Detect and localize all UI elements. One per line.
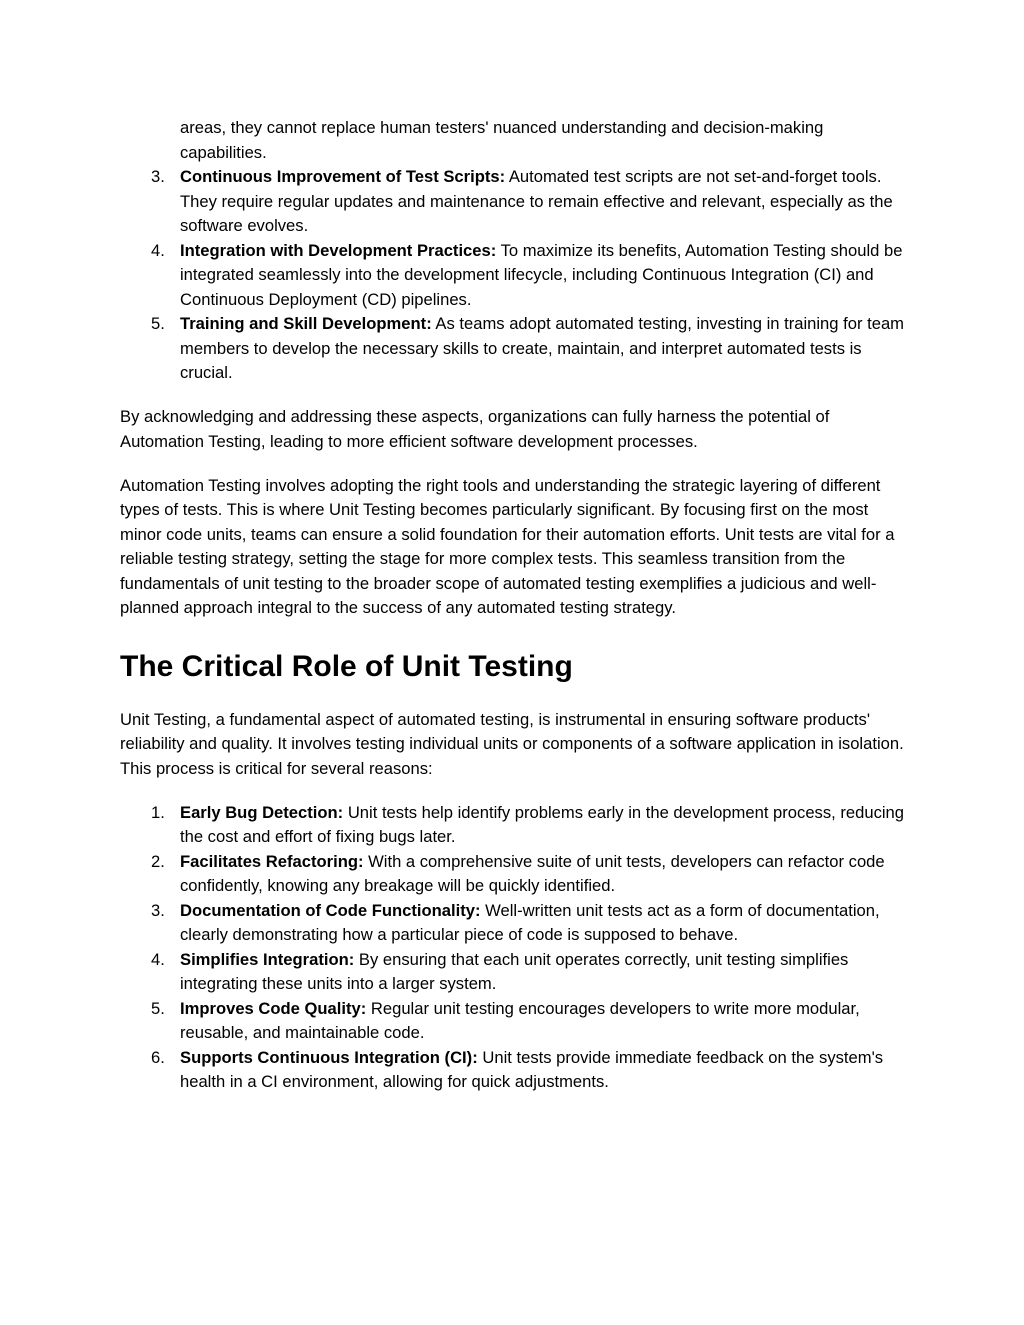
numbered-list-unit-testing	[120, 801, 906, 1095]
automation-considerations-list	[120, 116, 906, 386]
list-item	[120, 239, 906, 313]
list-item-text: Automated test scripts are not set-and-forget tools. They require regular updates and maintenance to remain effective and relevant, especially as the software evolves.	[180, 167, 893, 235]
list-item-label: Supports Continuous Integration (CI):	[180, 1047, 478, 1067]
list-item-label: Training and Skill Development:	[180, 314, 432, 333]
list-item-text: As teams adopt automated testing, investing in training for team members to develop the necessary skills to create, maintain, and interpret automated tests is crucial.	[180, 314, 904, 382]
list-item-text: Regular unit testing encourages developers to write more modular, reusable, and maintainable code.	[180, 998, 860, 1042]
unit-testing-benefits-list	[120, 801, 906, 1095]
list-item-text: Unit tests provide immediate feedback on the system's health in a CI environment, allowing for quick adjustments.	[180, 1047, 884, 1091]
list-item-text: With a comprehensive suite of unit tests, developers can refactor code confidently, knowing any breakage will be quickly identified.	[180, 851, 885, 895]
list-item	[120, 850, 906, 899]
list-item-label: Integration with Development Practices:	[180, 240, 497, 260]
list-item-number: 5.	[151, 998, 165, 1018]
list-item-text: By ensuring that each unit operates correctly, unit testing simplifies integrating these units into a larger system.	[180, 949, 849, 993]
list-item-number: 2.	[151, 851, 165, 871]
list-item	[120, 801, 906, 850]
list-item-label: Continuous Improvement of Test Scripts:	[180, 167, 506, 186]
list-item	[120, 1046, 906, 1095]
numbered-list-automation	[120, 165, 906, 386]
list-item	[120, 165, 906, 239]
paragraph-strategic-layering: Automation Testing involves adopting the right tools and understanding the strategic layering of different types of tests. This is where Unit Testing becomes particularly significant. By focusing first on the most minor code units, teams can ensure a solid foundation for their automation efforts. Unit tests are vital for a reliable testing strategy, setting the stage for more complex tests. This seamless transition from the fundamentals of unit testing to the broader scope of automated testing exemplifies a judicious and well-planned approach integral to the success of any automated testing strategy.	[120, 475, 895, 617]
list-item-label: Documentation of Code Functionality:	[180, 900, 481, 920]
list-item-text: Well-written unit tests act as a form of documentation, clearly demonstrating how a particular piece of code is supposed to behave.	[180, 900, 880, 944]
list-item-text: Unit tests help identify problems early in the development process, reducing the cost and effort of fixing bugs later.	[180, 802, 905, 846]
list-item	[120, 312, 906, 386]
list-item-number: 4.	[151, 949, 165, 969]
list-item-number: 1.	[151, 802, 165, 822]
paragraph-unit-testing-intro: Unit Testing, a fundamental aspect of automated testing, is instrumental in ensuring software products' reliability and quality. It involves testing individual units or components of a software application in isolation. This process is critical for several reasons:	[120, 709, 904, 778]
paragraph-harness-potential: By acknowledging and addressing these aspects, organizations can fully harness the potential of Automation Testing, leading to more efficient software development processes.	[120, 407, 830, 451]
list-item-number: 6.	[151, 1047, 165, 1067]
list-item-continuation: areas, they cannot replace human testers' nuanced understanding and decision-making capabilities.	[180, 118, 824, 162]
list-item	[120, 997, 906, 1046]
list-item-number: 3.	[151, 167, 165, 186]
list-item	[120, 899, 906, 948]
list-item-label: Simplifies Integration:	[180, 949, 355, 969]
list-item-number: 3.	[151, 900, 165, 920]
list-item-text: To maximize its benefits, Automation Testing should be integrated seamlessly into the development lifecycle, including Continuous Integration (CI) and Continuous Deployment (CD) pipelines.	[180, 240, 903, 309]
list-item-label: Early Bug Detection:	[180, 802, 344, 822]
list-item-label: Improves Code Quality:	[180, 998, 367, 1018]
list-item-label: Facilitates Refactoring:	[180, 851, 364, 871]
list-item-number: 5.	[151, 314, 165, 333]
list-item-number: 4.	[151, 240, 165, 260]
section-heading-unit-testing: The Critical Role of Unit Testing	[120, 649, 573, 683]
list-item	[120, 948, 906, 997]
